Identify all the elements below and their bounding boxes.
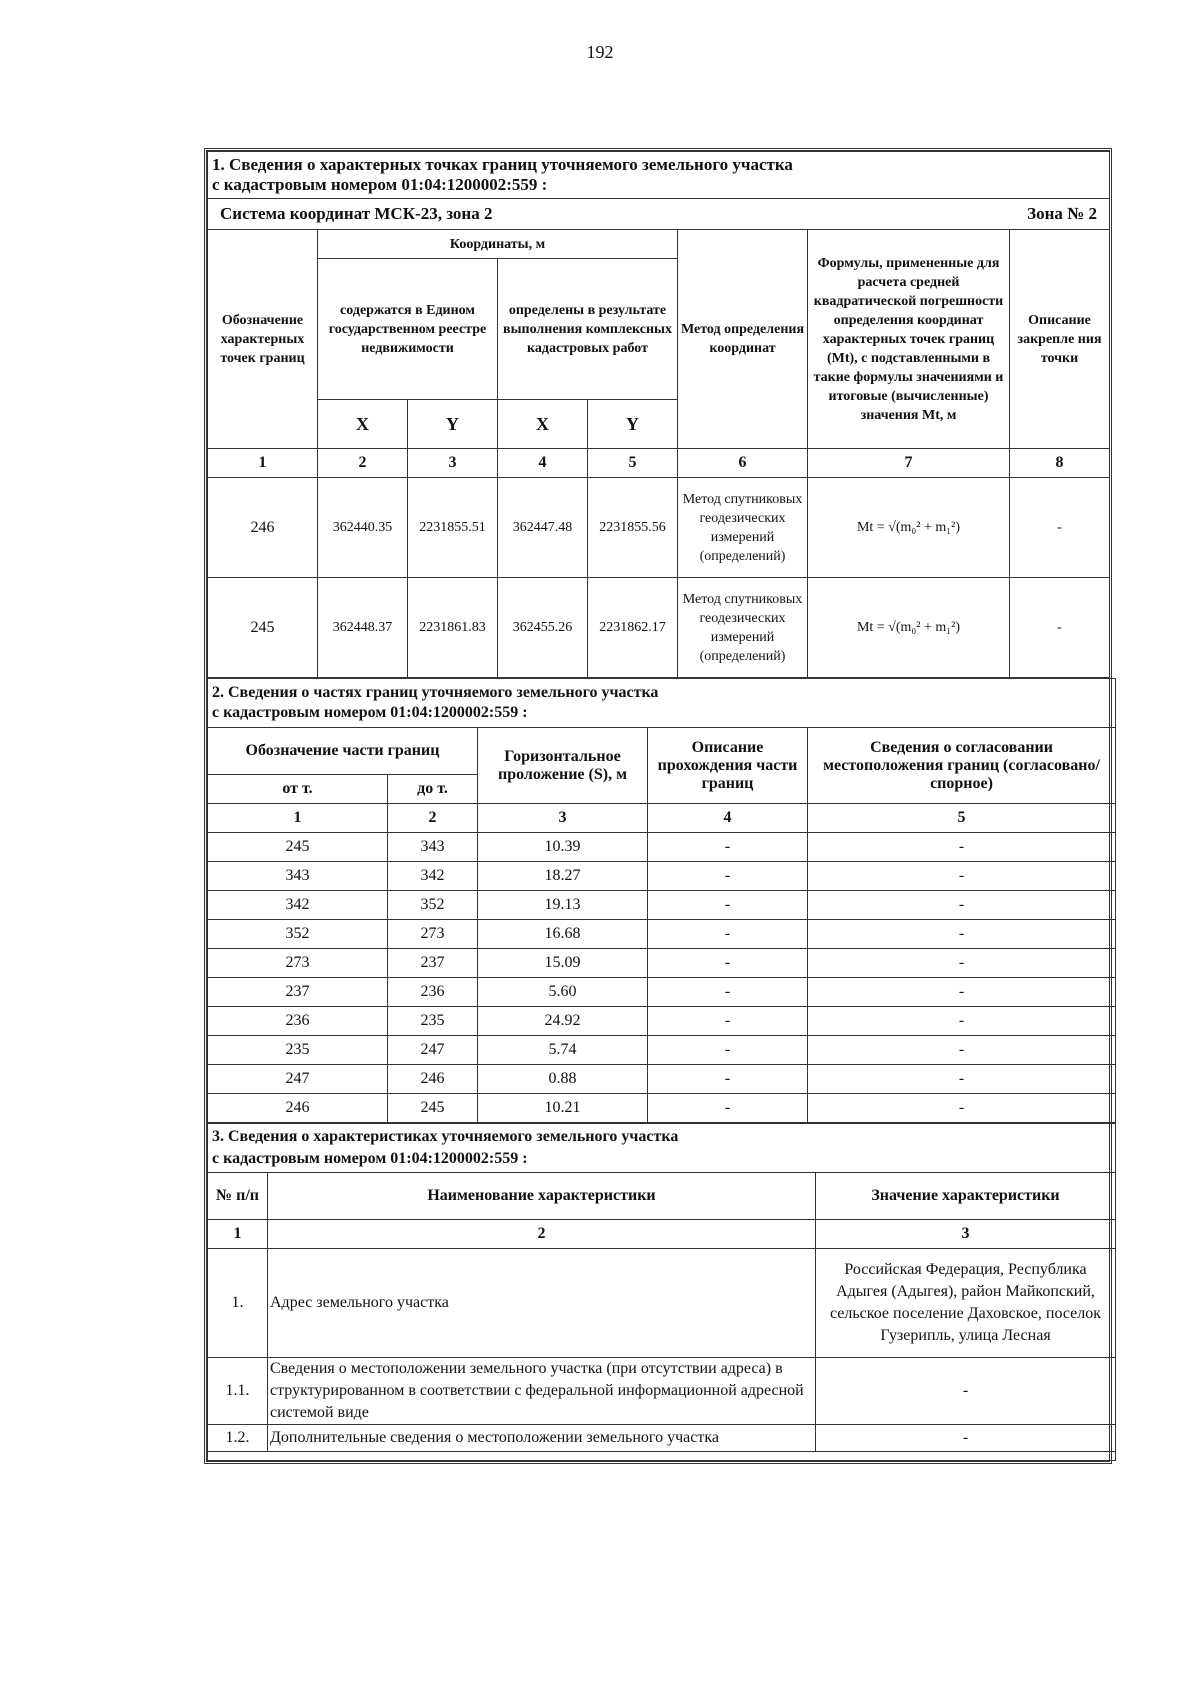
to-point: 273 bbox=[388, 920, 478, 949]
agreement-status: - bbox=[808, 949, 1116, 978]
table-row bbox=[208, 578, 1110, 678]
x-determined: 362455.26 bbox=[498, 578, 588, 678]
characteristics-table bbox=[207, 1123, 1116, 1461]
table-row bbox=[208, 920, 1116, 949]
x-determined: 362447.48 bbox=[498, 478, 588, 578]
from-header: от т. bbox=[208, 775, 388, 804]
row-number: 1.1. bbox=[208, 1358, 268, 1425]
col-number: 3 bbox=[478, 804, 648, 833]
col-number: 5 bbox=[588, 449, 678, 478]
to-point: 246 bbox=[388, 1065, 478, 1094]
from-point: 236 bbox=[208, 1007, 388, 1036]
table-row bbox=[208, 1036, 1116, 1065]
passage-description: - bbox=[648, 891, 808, 920]
to-point: 237 bbox=[388, 949, 478, 978]
col-number: 7 bbox=[808, 449, 1010, 478]
formulas-header: Формулы, примененные для расчета средней квадратической погрешности определения координат характерных точек границ (Mt), с подставленными в такие формулы значениями и итоговые (вычисленные) значения Mt, м bbox=[808, 230, 1010, 449]
y2-header: Y bbox=[588, 400, 678, 449]
description-header: Описание закрепле ния точки bbox=[1010, 230, 1110, 449]
name-header: Наименование характеристики bbox=[268, 1173, 816, 1220]
horizontal-header: Горизонтальное проложение (S), м bbox=[478, 728, 648, 804]
formula: Mt = √(m₀² + m₁²) bbox=[808, 478, 1010, 578]
column-numbers-row bbox=[208, 449, 1110, 478]
to-point: 235 bbox=[388, 1007, 478, 1036]
from-point: 237 bbox=[208, 978, 388, 1007]
section-1 bbox=[204, 148, 1112, 1464]
column-numbers-row bbox=[208, 1220, 1116, 1249]
col-number: 6 bbox=[678, 449, 808, 478]
to-header: до т. bbox=[388, 775, 478, 804]
characteristic-name: Адрес земельного участка bbox=[268, 1249, 816, 1358]
passage-description: - bbox=[648, 862, 808, 891]
to-point: 343 bbox=[388, 833, 478, 862]
y-determined: 2231862.17 bbox=[588, 578, 678, 678]
characteristic-value: - bbox=[816, 1358, 1116, 1425]
from-point: 246 bbox=[208, 1094, 388, 1123]
horizontal-distance: 10.39 bbox=[478, 833, 648, 862]
column-numbers-row bbox=[208, 804, 1116, 833]
agreement-status: - bbox=[808, 1065, 1116, 1094]
from-point: 273 bbox=[208, 949, 388, 978]
col-number: 1 bbox=[208, 1220, 268, 1249]
row-number: 1. bbox=[208, 1249, 268, 1358]
passage-description: - bbox=[648, 1094, 808, 1123]
point-description: - bbox=[1010, 578, 1110, 678]
from-point: 245 bbox=[208, 833, 388, 862]
point-id: 246 bbox=[208, 478, 318, 578]
value-header: Значение характеристики bbox=[816, 1173, 1116, 1220]
to-point: 342 bbox=[388, 862, 478, 891]
col-number: 2 bbox=[318, 449, 408, 478]
characteristic-name: Сведения о местоположении земельного участка (при отсутствии адреса) в структурированном в соответствии с федеральной информационной адресной системой виде bbox=[268, 1358, 816, 1425]
coordinate-system: Система координат МСК-23, зона 2 bbox=[220, 204, 493, 223]
agreement-status: - bbox=[808, 1036, 1116, 1065]
coordinates-header: Координаты, м bbox=[318, 230, 678, 259]
to-point: 352 bbox=[388, 891, 478, 920]
method: Метод спутниковых геодезических измерений (определений) bbox=[678, 478, 808, 578]
to-point: 236 bbox=[388, 978, 478, 1007]
col-number: 1 bbox=[208, 449, 318, 478]
horizontal-distance: 0.88 bbox=[478, 1065, 648, 1094]
passage-description: - bbox=[648, 949, 808, 978]
agreement-status: - bbox=[808, 862, 1116, 891]
col-number: 1 bbox=[208, 804, 388, 833]
table-row bbox=[208, 833, 1116, 862]
y-registry: 2231861.83 bbox=[408, 578, 498, 678]
designation-header: Обозначение характерных точек границ bbox=[208, 230, 318, 449]
part-header: Обозначение части границ bbox=[208, 728, 478, 775]
x-registry: 362448.37 bbox=[318, 578, 408, 678]
horizontal-distance: 18.27 bbox=[478, 862, 648, 891]
col-number: 3 bbox=[816, 1220, 1116, 1249]
in-registry-header: содержатся в Едином государственном реестре недвижимости bbox=[318, 259, 498, 400]
formula: Mt = √(m₀² + m₁²) bbox=[808, 578, 1010, 678]
section-2-title: 2. Сведения о частях границ уточняемого земельного участка с кадастровым номером 01:04:1200002:559 : bbox=[208, 679, 1116, 728]
table-row bbox=[208, 891, 1116, 920]
table-row bbox=[208, 1249, 1116, 1358]
horizontal-distance: 5.60 bbox=[478, 978, 648, 1007]
table-row bbox=[208, 949, 1116, 978]
y-determined: 2231855.56 bbox=[588, 478, 678, 578]
horizontal-distance: 5.74 bbox=[478, 1036, 648, 1065]
row-number: 1.2. bbox=[208, 1425, 268, 1452]
characteristic-value: Российская Федерация, Республика Адыгея (Адыгея), район Майкопский, сельское поселение Даховское, поселок Гузерипль, улица Лесная bbox=[816, 1249, 1116, 1358]
page-number: 192 bbox=[586, 42, 614, 62]
table-row bbox=[208, 1065, 1116, 1094]
x-registry: 362440.35 bbox=[318, 478, 408, 578]
from-point: 352 bbox=[208, 920, 388, 949]
from-point: 342 bbox=[208, 891, 388, 920]
section-3-title: 3. Сведения о характеристиках уточняемого земельного участка с кадастровым номером 01:04:1200002:559 : bbox=[208, 1124, 1116, 1173]
y1-header: Y bbox=[408, 400, 498, 449]
col-number: 4 bbox=[648, 804, 808, 833]
from-point: 235 bbox=[208, 1036, 388, 1065]
num-header: № п/п bbox=[208, 1173, 268, 1220]
agreement-status: - bbox=[808, 920, 1116, 949]
passage-description: - bbox=[648, 1007, 808, 1036]
passage-description: - bbox=[648, 1036, 808, 1065]
table-row bbox=[208, 1358, 1116, 1425]
agreement-status: - bbox=[808, 1007, 1116, 1036]
passage-header: Описание прохождения части границ bbox=[648, 728, 808, 804]
col-number: 5 bbox=[808, 804, 1116, 833]
section-1-title: 1. Сведения о характерных точках границ уточняемого земельного участка с кадастровым номером 01:04:1200002:559 : bbox=[208, 152, 1110, 199]
passage-description: - bbox=[648, 833, 808, 862]
table-row bbox=[208, 1425, 1116, 1452]
col-number: 8 bbox=[1010, 449, 1110, 478]
table-row bbox=[208, 1007, 1116, 1036]
agreement-status: - bbox=[808, 891, 1116, 920]
x2-header: X bbox=[498, 400, 588, 449]
zone-label: Зона № 2 bbox=[1027, 204, 1098, 223]
col-number: 2 bbox=[268, 1220, 816, 1249]
to-point: 247 bbox=[388, 1036, 478, 1065]
method-header: Метод определения координат bbox=[678, 230, 808, 449]
x1-header: X bbox=[318, 400, 408, 449]
method: Метод спутниковых геодезических измерений (определений) bbox=[678, 578, 808, 678]
to-point: 245 bbox=[388, 1094, 478, 1123]
agreement-header: Сведения о согласовании местоположения границ (согласовано/спорное) bbox=[808, 728, 1116, 804]
characteristic-name: Дополнительные сведения о местоположении земельного участка bbox=[268, 1425, 816, 1452]
passage-description: - bbox=[648, 920, 808, 949]
horizontal-distance: 16.68 bbox=[478, 920, 648, 949]
y-registry: 2231855.51 bbox=[408, 478, 498, 578]
agreement-status: - bbox=[808, 833, 1116, 862]
table-row bbox=[208, 862, 1116, 891]
col-number: 3 bbox=[408, 449, 498, 478]
point-id: 245 bbox=[208, 578, 318, 678]
col-number: 2 bbox=[388, 804, 478, 833]
horizontal-distance: 19.13 bbox=[478, 891, 648, 920]
table-row bbox=[208, 1094, 1116, 1123]
passage-description: - bbox=[648, 978, 808, 1007]
table-row bbox=[208, 978, 1116, 1007]
from-point: 343 bbox=[208, 862, 388, 891]
point-description: - bbox=[1010, 478, 1110, 578]
horizontal-distance: 15.09 bbox=[478, 949, 648, 978]
from-point: 247 bbox=[208, 1065, 388, 1094]
parts-table bbox=[207, 678, 1116, 1123]
col-number: 4 bbox=[498, 449, 588, 478]
horizontal-distance: 24.92 bbox=[478, 1007, 648, 1036]
agreement-status: - bbox=[808, 1094, 1116, 1123]
determined-header: определены в результате выполнения комплексных кадастровых работ bbox=[498, 259, 678, 400]
passage-description: - bbox=[648, 1065, 808, 1094]
table-row bbox=[208, 478, 1110, 578]
points-table bbox=[207, 151, 1110, 678]
coordinate-system-row bbox=[208, 199, 1110, 230]
horizontal-distance: 10.21 bbox=[478, 1094, 648, 1123]
agreement-status: - bbox=[808, 978, 1116, 1007]
characteristic-value: - bbox=[816, 1425, 1116, 1452]
table-footer-spacer bbox=[208, 1452, 1116, 1461]
